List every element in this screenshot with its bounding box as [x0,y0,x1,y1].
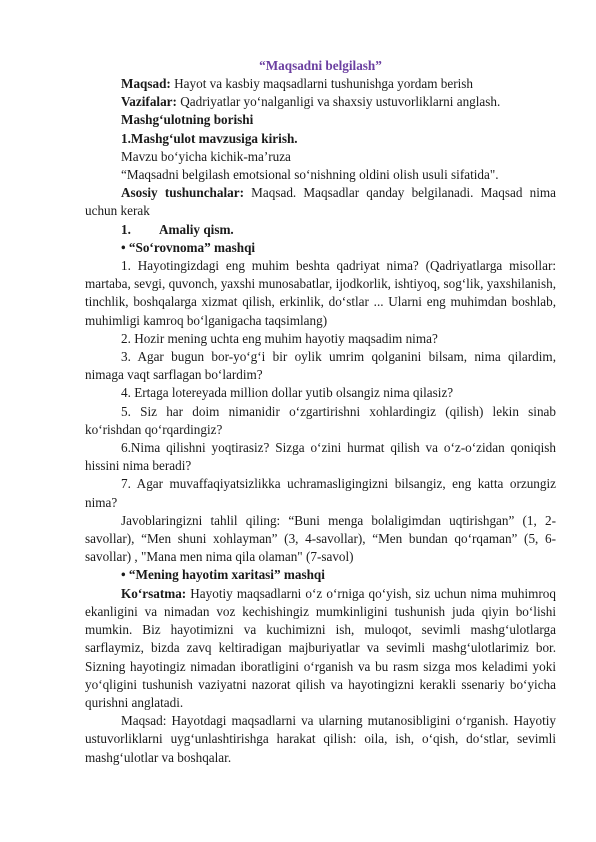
intro-heading: 1.Mashg‘ulot mavzusiga kirish. [121,130,298,146]
question-5: 5. Siz har doim nimanidir o‘zgartirishni xohlardingiz (qilish) lekin sinab ko‘rishdan qo‘rqardingiz? [85,403,556,437]
final-goal-paragraph: Maqsad: Hayotdagi maqsadlarni va ularning mutanosibligini o‘rganish. Hayotiy ustuvorliklarni uyg‘unlashtirishga harakat qilish: oila, ish, o‘qish, do‘stlar, sevimli mashg‘ulotlar va boshqalar. [85,713,556,765]
instruction-label: Ko‘rsatma: [121,585,187,601]
question-4: 4. Ertaga lotereyada million dollar yutib olsangiz nima qilasiz? [121,385,454,401]
instruction-text: Hayotiy maqsadlarni o‘z o‘rniga qo‘yish, siz uchun nima muhimroq ekanligini va nimadan voz kechishingiz mumkinligini tushunish juda qiyin bo‘lishi mumkin. Biz hayotimizni va kuchimizni ish, muloqot, sevimli mashg‘ulotlarga sarflaymiz, bizda zavq keltiradigan majburiyatlar va sevimli mashg‘ulotlarimiz bor. Sizning hayotingiz nimadan iboratligini o‘rganish va bu rasm sizga mos keladimi yoki yo‘qligini tushunish vaziyatni nazorat qilish va hayotingizni kerakli ssenariy bo‘yicha qurishni anglatadi. [85,585,556,710]
question-2: 2. Hozir mening uchta eng muhim hayotiy maqsadim nima? [121,330,438,346]
key-concepts-paragraph [85,184,556,220]
tasks-text: Qadriyatlar yo‘nalganligi va shaxsiy ustuvorliklarni anglash. [176,94,501,110]
session-progress-heading: Mashg‘ulotning borishi [121,112,254,128]
question-3: 3. Agar bugun bor-yo‘g‘i bir oylik umrim qolganini bilsam, nima qilardim, nimaga vaqt sarflagan bo‘lardim? [85,349,556,383]
practical-part-heading [85,221,556,239]
practical-part-label: Amaliy qism. [159,221,234,237]
question-1: 1. Hayotingizdagi eng muhim beshta qadriyat nima? (Qadriyatlarga misollar: martaba, sevgi, quvonch, yaxshi munosabatlar, ijodkorlik, ishtiyoq, sog‘lik, yaxshilanish, tinchlik, boshqalarga xizmat qilish, erkinlik, do‘stlar ... Ularni eng muhimdan boshlab, muhimligi kamroq bo‘lganigacha taqsimlang) [85,258,556,328]
key-concepts-text: Maqsad. Maqsadlar qanday belgilanadi. Maqsad nima uchun kerak [85,185,556,219]
survey-exercise-heading: • “So‘rovnoma” mashqi [121,239,256,255]
lecture-topic-quote: “Maqsadni belgilash emotsional so‘nishning oldini olish usuli sifatida". [121,167,499,183]
key-concepts-label: Asosiy tushunchalar: [121,185,244,201]
practical-part-number: 1. [121,221,131,237]
document-title: “Maqsadni belgilash” [259,58,382,73]
goal-text: Hayot va kasbiy maqsadlarni tushunishga yordam berish [170,76,473,91]
life-map-exercise-heading: • “Mening hayotim xaritasi” mashqi [121,567,325,583]
question-7: 7. Agar muvaffaqiyatsizlikka uchramasligingizni bilsangiz, eng katta orzungiz nima? [85,476,556,510]
tasks-label: Vazifalar: [121,94,177,110]
goal-line [85,75,556,93]
tasks-line [85,93,556,111]
instruction-paragraph [85,585,556,712]
goal-label: Maqsad: [121,76,171,91]
question-6: 6.Nima qilishni yoqtirasiz? Sizga o‘zini hurmat qilish va o‘z-o‘zidan qoniqish hissini nima beradi? [85,440,556,474]
analysis-paragraph: Javoblaringizni tahlil qiling: “Buni menga bolaligimdan uqtirishgan” (1, 2-savollar), “Men shuni xohlayman” (3, 4-savollar), “Men bundan qo‘rqaman” (5, 6-savollar) , "Mana men nima qila olaman" (7-savol) [85,512,556,565]
mini-lecture-line: Mavzu bo‘yicha kichik-ma’ruza [121,148,291,164]
